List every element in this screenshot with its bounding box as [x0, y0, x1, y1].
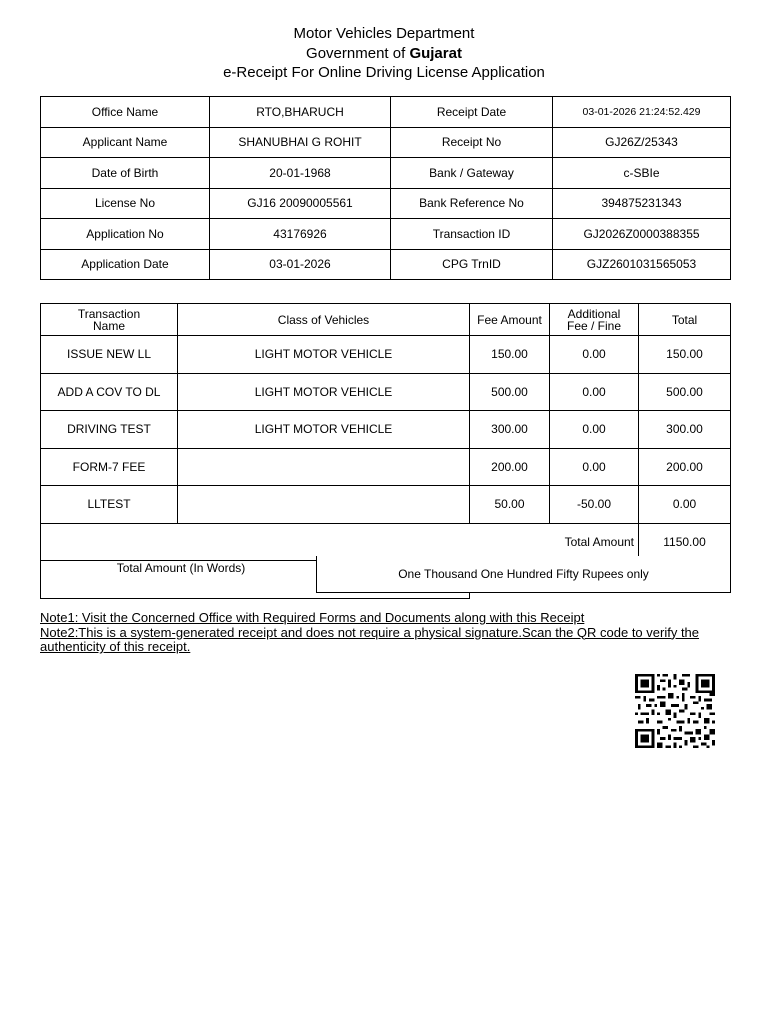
transaction-name: FORM-7 FEE: [41, 448, 178, 486]
vehicle-class: LIGHT MOTOR VEHICLE: [178, 411, 470, 449]
fee-header-row: [41, 304, 731, 336]
row-total: 200.00: [639, 448, 731, 486]
fee-table: [40, 303, 731, 599]
receipt-date-value: 03-01-2026 21:24:52.429: [553, 97, 731, 128]
additional-fee: 0.00: [550, 448, 639, 486]
applicant-name-value: SHANUBHAI G ROHIT: [210, 127, 391, 158]
info-row: [41, 97, 731, 128]
government-title: [0, 44, 768, 64]
total-amount-row: [41, 523, 731, 561]
amount-in-words-label: Total Amount (In Words): [116, 561, 246, 575]
additional-fee: 0.00: [550, 373, 639, 411]
info-row: [41, 249, 731, 280]
additional-fee-header: [550, 304, 639, 336]
government-prefix: Government of: [306, 44, 410, 62]
receipt-no-value: GJ26Z/25343: [553, 127, 731, 158]
amount-in-words-text: One Thousand One Hundred Fifty Rupees only: [398, 567, 649, 581]
fee-amount: 300.00: [470, 411, 550, 449]
info-row: [41, 127, 731, 158]
vehicle-class-header: Class of Vehicles: [178, 304, 470, 336]
row-total: 500.00: [639, 373, 731, 411]
additional-fee-header-line2: Fee / Fine: [566, 318, 622, 333]
vehicle-class: [178, 486, 470, 524]
license-no-value: GJ16 20090005561: [210, 188, 391, 219]
fee-row: [41, 336, 731, 374]
transaction-name-header-line1: Transaction: [77, 306, 141, 321]
office-name-value: RTO,BHARUCH: [210, 97, 391, 128]
receipt-header: [0, 24, 768, 83]
dob-value: 20-01-1968: [210, 158, 391, 189]
vehicle-class: LIGHT MOTOR VEHICLE: [178, 336, 470, 374]
application-no-label: Application No: [41, 219, 210, 250]
fee-amount: 500.00: [470, 373, 550, 411]
transaction-id-value: GJ2026Z0000388355: [553, 219, 731, 250]
notes: [40, 611, 730, 655]
vehicle-class: LIGHT MOTOR VEHICLE: [178, 373, 470, 411]
row-total: 300.00: [639, 411, 731, 449]
total-header: Total: [639, 304, 731, 336]
fee-amount: 50.00: [470, 486, 550, 524]
additional-fee: 0.00: [550, 411, 639, 449]
receipt-no-label: Receipt No: [391, 127, 553, 158]
fee-amount: 200.00: [470, 448, 550, 486]
receipt-title: e-Receipt For Online Driving License Application: [223, 64, 545, 81]
application-no-value: 43176926: [210, 219, 391, 250]
dob-label: Date of Birth: [41, 158, 210, 189]
info-row: [41, 158, 731, 189]
bank-reference-value: 394875231343: [553, 188, 731, 219]
bank-gateway-label: Bank / Gateway: [391, 158, 553, 189]
additional-fee: -50.00: [550, 486, 639, 524]
bank-reference-label: Bank Reference No: [391, 188, 553, 219]
application-date-label: Application Date: [41, 249, 210, 280]
transaction-name: ADD A COV TO DL: [41, 373, 178, 411]
office-name-label: Office Name: [41, 97, 210, 128]
vehicle-class: [178, 448, 470, 486]
license-no-label: License No: [41, 188, 210, 219]
total-amount-value: 1150.00: [639, 523, 731, 561]
department-title: Motor Vehicles Department: [293, 25, 475, 42]
cpg-trnid-value: GJZ2601031565053: [553, 249, 731, 280]
info-row: [41, 219, 731, 250]
additional-fee-header-line1: Additional: [567, 306, 621, 321]
transaction-name: LLTEST: [41, 486, 178, 524]
amount-in-words-value: [316, 556, 731, 593]
fee-amount: 150.00: [470, 336, 550, 374]
info-row: [41, 188, 731, 219]
transaction-name-header-line2: Name: [92, 318, 125, 333]
transaction-name-header: [41, 304, 178, 336]
state-name: Gujarat: [409, 44, 462, 62]
fee-row: [41, 411, 731, 449]
bank-gateway-value: c-SBIe: [553, 158, 731, 189]
qr-code-icon: [635, 674, 715, 748]
transaction-name: DRIVING TEST: [41, 411, 178, 449]
total-amount-label: Total Amount: [41, 523, 639, 561]
additional-fee: 0.00: [550, 336, 639, 374]
fee-row: [41, 448, 731, 486]
row-total: 0.00: [639, 486, 731, 524]
row-total: 150.00: [639, 336, 731, 374]
applicant-name-label: Applicant Name: [41, 127, 210, 158]
receipt-date-label: Receipt Date: [391, 97, 553, 128]
fee-amount-header: Fee Amount: [470, 304, 550, 336]
application-info-table: [40, 96, 731, 280]
fee-row: [41, 486, 731, 524]
note-1: Note1: Visit the Concerned Office with Required Forms and Documents along with this Receipt: [40, 610, 585, 625]
fee-row: [41, 373, 731, 411]
note-2: Note2:This is a system-generated receipt and does not require a physical signature.Scan the QR code to verify the authenticity of this receipt.: [40, 624, 700, 654]
transaction-id-label: Transaction ID: [391, 219, 553, 250]
transaction-name: ISSUE NEW LL: [41, 336, 178, 374]
application-date-value: 03-01-2026: [210, 249, 391, 280]
cpg-trnid-label: CPG TrnID: [391, 249, 553, 280]
